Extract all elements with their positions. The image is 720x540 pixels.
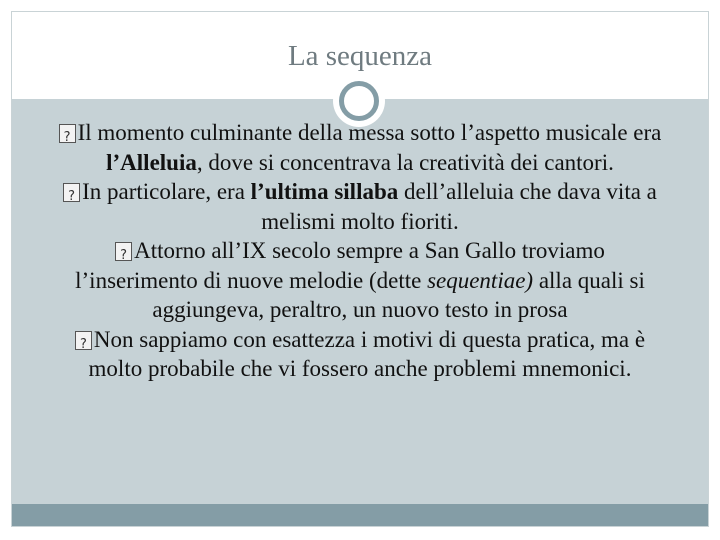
bullet-paragraph-2 [40, 177, 680, 236]
bullet-paragraph-1 [40, 118, 680, 177]
paragraph-1-text-1: Il momento culminante della messa sotto l’aspetto musicale era [77, 120, 662, 145]
paragraph-2-text-2: dell’alleluia che dava vita a melismi molto fioriti. [261, 179, 657, 234]
paragraph-3-text-1: Attorno all’IX secolo sempre a San Gallo troviamo l’inserimento di nuove melodie (dette [75, 238, 605, 293]
paragraph-3-italic: sequentiae) [427, 267, 534, 293]
missing-glyph-icon [59, 124, 76, 143]
paragraph-4-text-1: Non sappiamo con esattezza i motivi di questa pratica, ma è molto probabile che vi fossero anche problemi mnemonici. [88, 326, 646, 381]
paragraph-2-bold: l’ultima sillaba [250, 179, 399, 204]
paragraph-3-text-2: alla quali si aggiungeva, peraltro, un nuovo testo in prosa [152, 267, 645, 322]
paragraph-1-bold: l’Alleluia [106, 149, 197, 175]
missing-glyph-icon [75, 331, 92, 350]
paragraph-2-text-1: In particolare, era [82, 179, 251, 204]
bullet-paragraph-4 [40, 325, 680, 384]
slide-body [40, 118, 680, 384]
missing-glyph-icon [63, 183, 80, 202]
slide-title: La sequenza [287, 40, 433, 72]
missing-glyph-icon [115, 242, 132, 261]
bullet-paragraph-3 [40, 236, 680, 325]
paragraph-1-text-2: , dove si concentrava la creatività dei cantori. [196, 149, 614, 175]
circle-ring-icon [339, 81, 379, 121]
